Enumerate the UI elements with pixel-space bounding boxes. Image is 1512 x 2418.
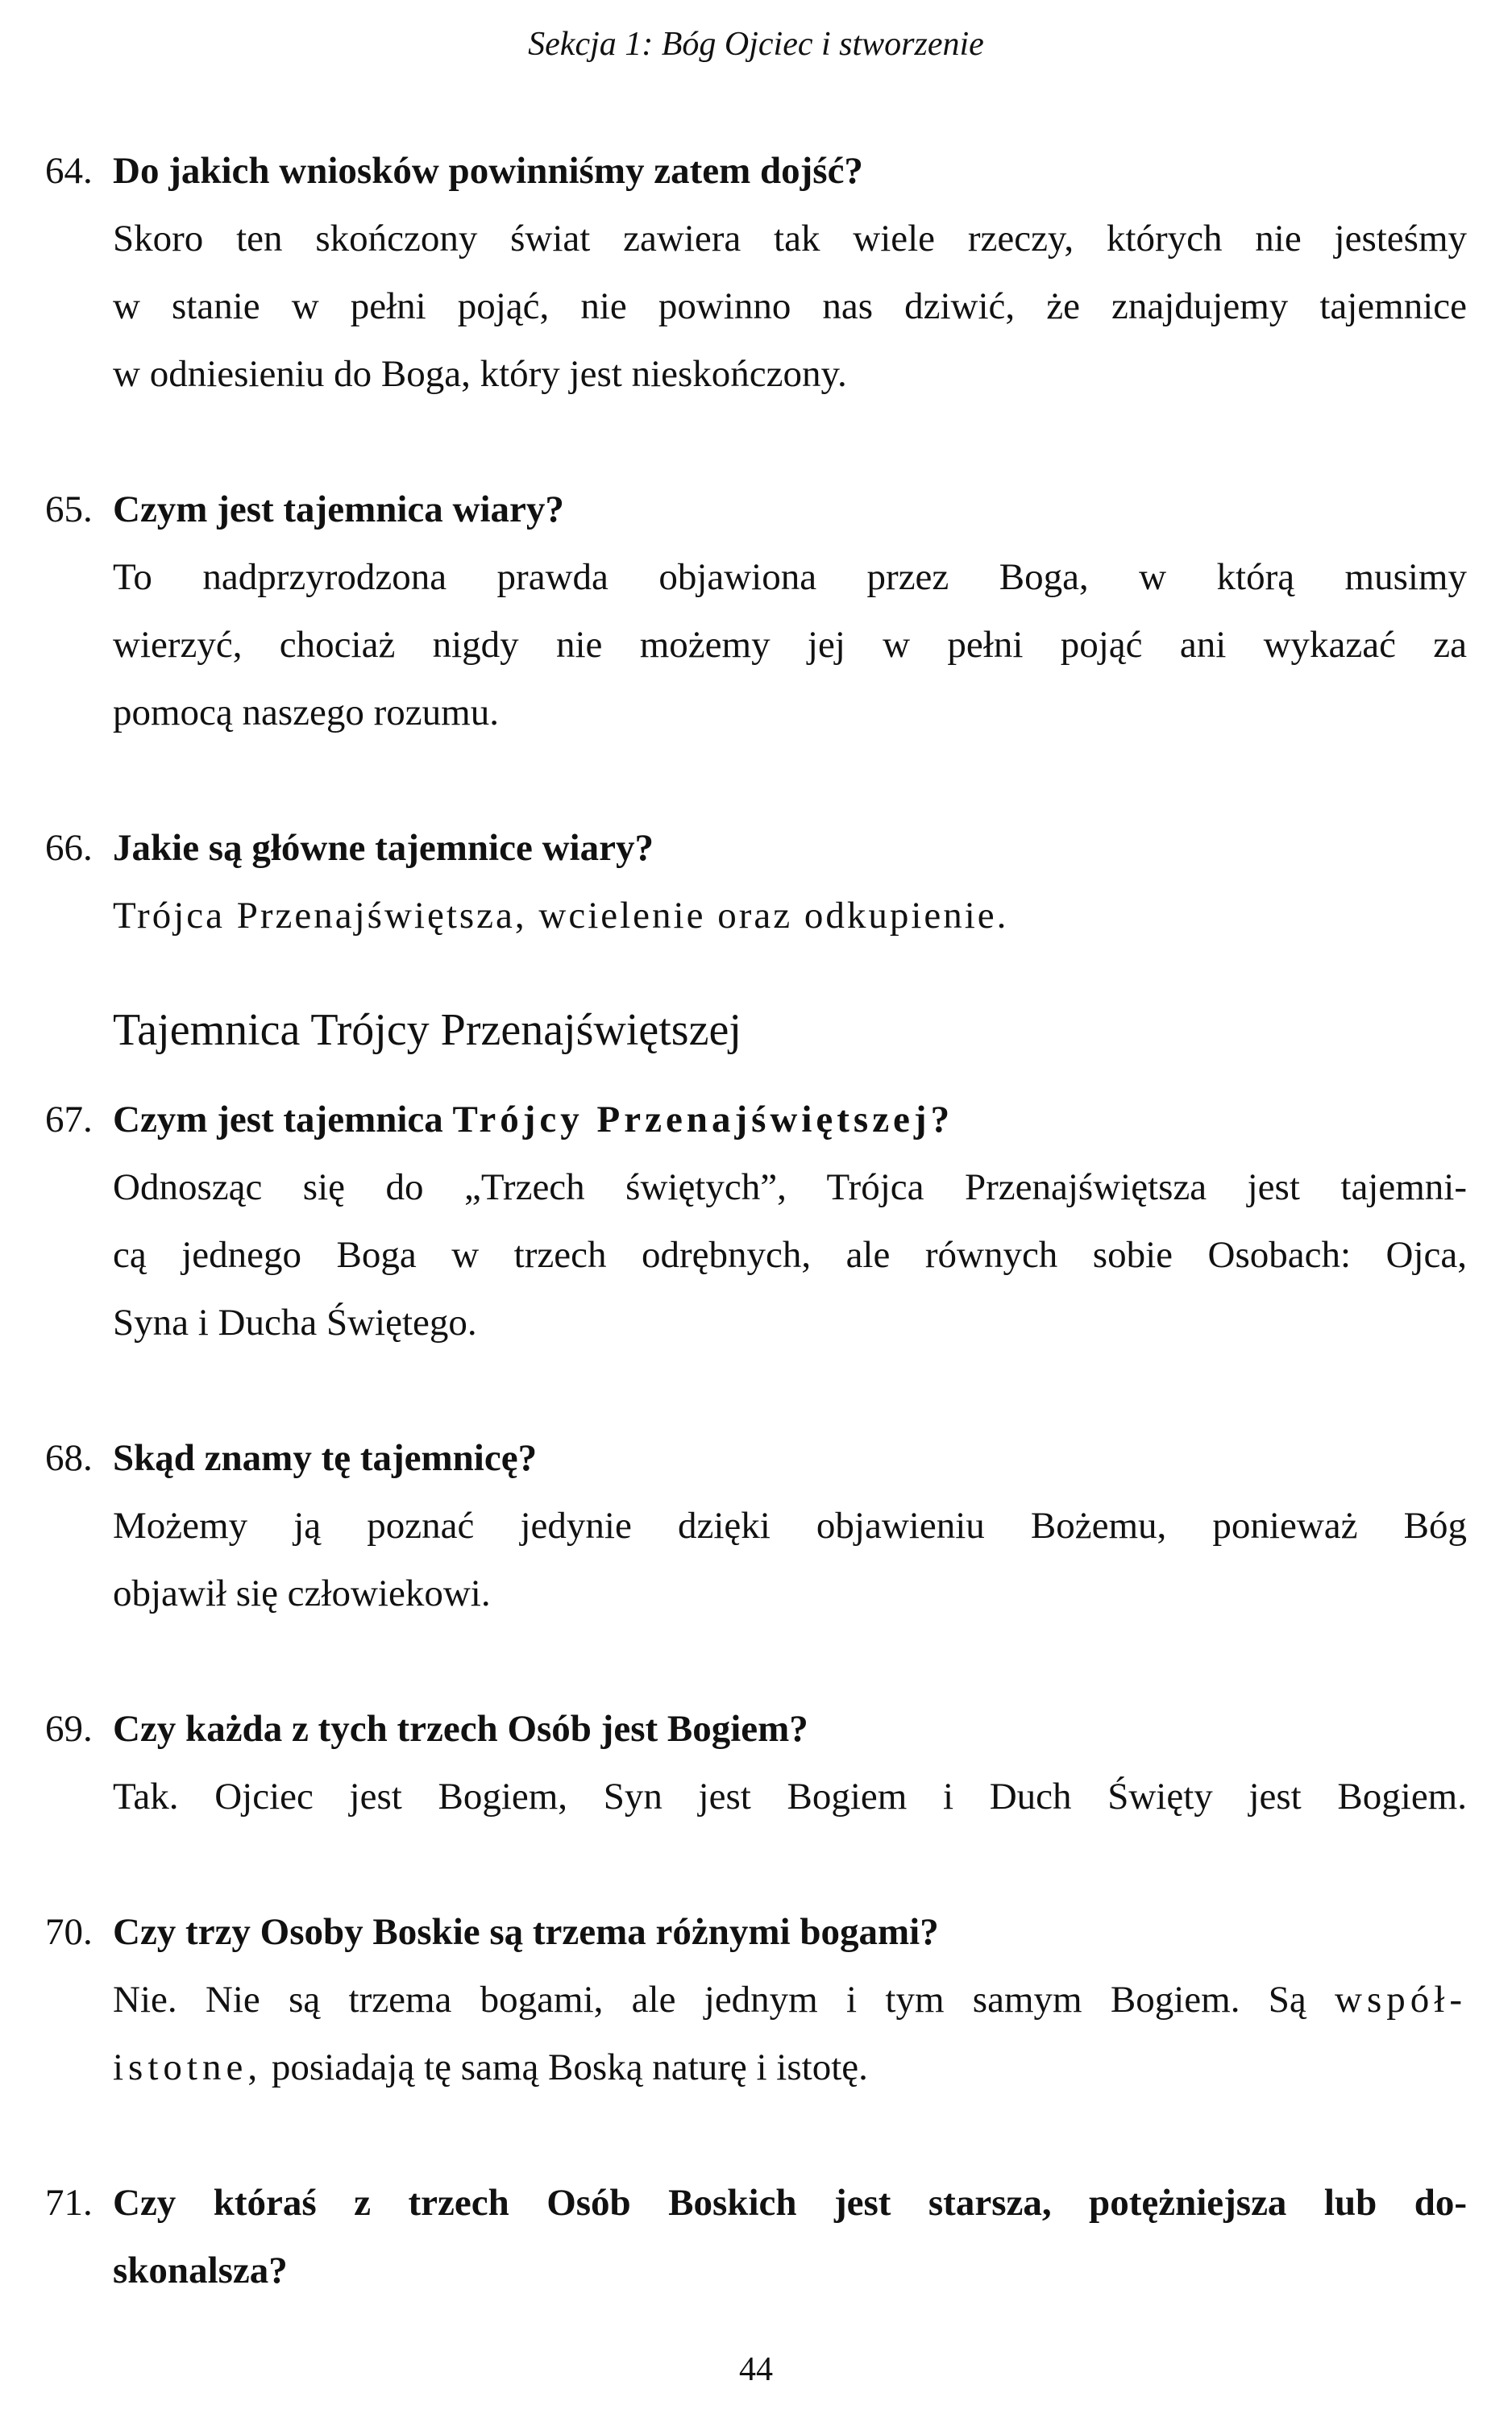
question-text: Do jakich wniosków powinniśmy zatem dojść? (113, 150, 863, 192)
answer-line: w odniesieniu do Boga, który jest nieskończony. (113, 353, 847, 395)
subheading: Tajemnica Trójcy Przenajświętszej (113, 1005, 741, 1055)
question-text: Skąd znamy tę tajemnicę? (113, 1437, 538, 1479)
answer-line: Trójca Przenajświętsza, wcielenie oraz odkupienie. (113, 895, 1009, 937)
answer-line: Możemy ją poznać jedynie dzięki objawieniu Bożemu, ponieważ Bóg (113, 1505, 1467, 1547)
answer-part-spaced: istotne, (113, 2046, 263, 2088)
answer-line (113, 1966, 1467, 2034)
qa-item-71 (45, 2169, 1467, 2304)
answer-line (113, 2034, 1467, 2101)
question-part: Czym jest tajemnica (113, 1099, 453, 1140)
qa-item-69 (45, 1695, 1467, 1830)
answer-line: Tak. Ojciec jest Bogiem, Syn jest Bogiem i Duch Święty jest Bogiem. (113, 1776, 1467, 1818)
question-line: skonalsza? (113, 2250, 288, 2291)
answer-text (113, 543, 1467, 746)
question-number: 64. (45, 150, 93, 192)
page-number: 44 (739, 2351, 773, 2388)
answer-text (113, 1492, 1467, 1627)
answer-line: Odnosząc się do „Trzech świętych”, Trójca Przenajświętsza jest tajemni- (113, 1166, 1467, 1208)
answer-line: cą jednego Boga w trzech odrębnych, ale równych sobie Osobach: Ojca, (113, 1234, 1467, 1276)
question-number: 67. (45, 1099, 93, 1140)
question-number: 70. (45, 1911, 93, 1953)
answer-line: wierzyć, chociaż nigdy nie możemy jej w pełni pojąć ani wykazać za (113, 624, 1467, 666)
question-number: 68. (45, 1437, 93, 1479)
answer-line: Syna i Ducha Świętego. (113, 1302, 477, 1344)
section-header: Sekcja 1: Bóg Ojciec i stworzenie (528, 26, 984, 63)
qa-item-66 (45, 814, 1467, 949)
answer-line: pomocą naszego rozumu. (113, 692, 499, 733)
answer-text (113, 1966, 1467, 2101)
question-part-spaced: Trójcy Przenajświętszej? (452, 1099, 954, 1140)
question-text: Czy trzy Osoby Boskie są trzema różnymi bogami? (113, 1911, 939, 1953)
answer-text (113, 1153, 1467, 1356)
question-line: Czy któraś z trzech Osób Boskich jest starsza, potężniejsza lub do- (113, 2182, 1467, 2224)
answer-line: Skoro ten skończony świat zawiera tak wiele rzeczy, których nie jesteśmy (113, 218, 1467, 260)
qa-item-64 (45, 137, 1467, 408)
question-number: 66. (45, 827, 93, 869)
question-text (113, 2169, 1467, 2304)
qa-item-65 (45, 476, 1467, 746)
question-text (113, 1086, 1467, 1153)
answer-part-spaced: współ- (1335, 1979, 1467, 2021)
answer-part: posiadają tę samą Boską naturę i istotę. (262, 2046, 868, 2088)
answer-part: Nie. Nie są trzema bogami, ale jednym i tym samym Bogiem. Są (113, 1979, 1335, 2021)
question-text: Czy każda z tych trzech Osób jest Bogiem? (113, 1708, 808, 1750)
answer-line: w stanie w pełni pojąć, nie powinno nas dziwić, że znajdujemy tajemnice (113, 285, 1467, 327)
question-text: Czym jest tajemnica wiary? (113, 488, 564, 530)
question-text: Jakie są główne tajemnice wiary? (113, 827, 654, 869)
answer-text (113, 205, 1467, 408)
qa-item-70 (45, 1898, 1467, 2101)
answer-line: To nadprzyrodzona prawda objawiona przez Boga, w którą musimy (113, 556, 1467, 598)
answer-text (113, 882, 1467, 949)
qa-item-68 (45, 1424, 1467, 1627)
answer-text (113, 1763, 1467, 1830)
qa-item-67 (45, 1086, 1467, 1356)
question-number: 65. (45, 488, 93, 530)
question-number: 71. (45, 2182, 93, 2224)
answer-line: objawił się człowiekowi. (113, 1573, 491, 1614)
question-number: 69. (45, 1708, 93, 1750)
